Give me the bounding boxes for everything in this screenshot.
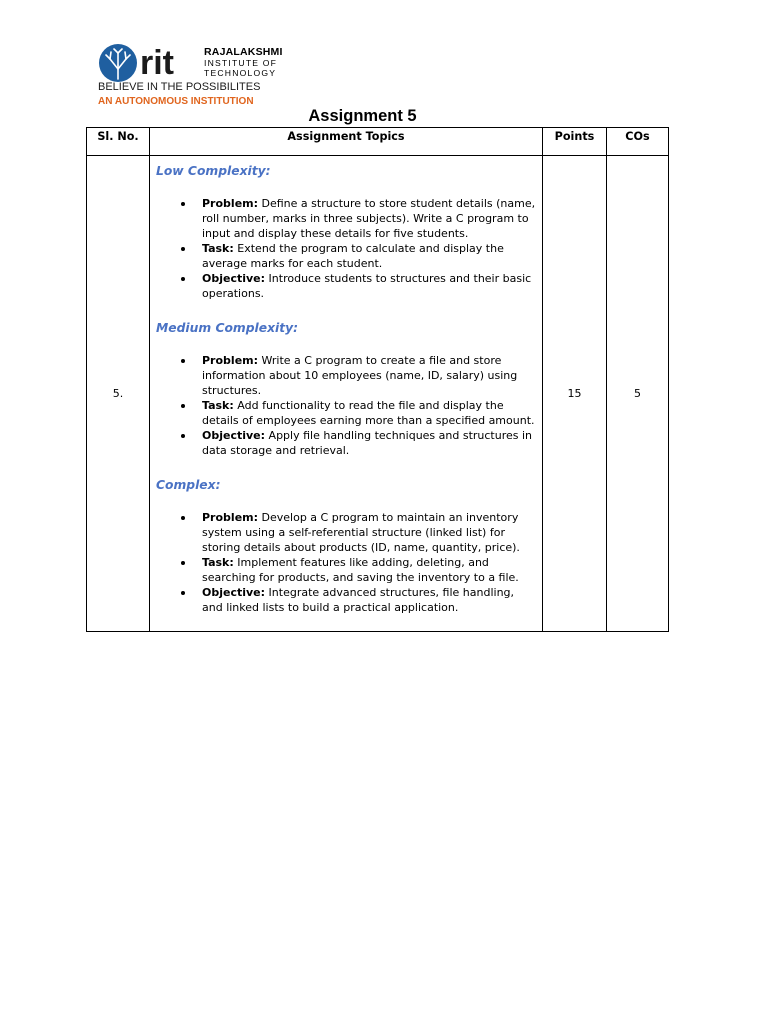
logo-mark-text: rit (140, 44, 174, 82)
institution-logo (98, 43, 290, 109)
logo-tagline: BELIEVE IN THE POSSIBILITES (98, 81, 261, 93)
item-text: Apply file handling techniques and structures in data storage and retrieval. (202, 429, 533, 457)
item-label: Task: (202, 556, 234, 569)
section-low-complexity (156, 164, 536, 301)
item-text: Define a structure to store student details (name, roll number, marks in three subjects). Write a C program to input and display these details for five students. (202, 197, 536, 240)
logo-sub-line1: INSTITUTE OF (204, 58, 278, 68)
list-item (202, 241, 536, 271)
header-cos: COs (607, 128, 669, 156)
item-label: Objective: (202, 586, 266, 599)
header-sl-no: Sl. No. (87, 128, 150, 156)
item-label: Problem: (202, 354, 259, 367)
list-item (202, 585, 536, 615)
header-topics: Assignment Topics (150, 128, 543, 156)
item-text: Develop a C program to maintain an inventory system using a self-referential structure (linked list) for storing details about products (ID, name, quantity, price). (202, 511, 520, 554)
list-item (202, 196, 536, 241)
table-row (87, 156, 669, 632)
item-label: Task: (202, 242, 234, 255)
item-text: Implement features like adding, deleting, and searching for products, and saving the inventory to a file. (202, 556, 519, 584)
logo-autonomous: AN AUTONOMOUS INSTITUTION (98, 96, 254, 107)
bullet-list (156, 353, 536, 458)
item-label: Objective: (202, 272, 266, 285)
list-item (202, 428, 536, 458)
section-heading: Low Complexity: (156, 164, 271, 178)
list-item (202, 398, 536, 428)
item-label: Task: (202, 399, 234, 412)
logo-institute-name: RAJALAKSHMI (204, 46, 283, 58)
assignment-table (86, 127, 669, 632)
cell-topics (150, 156, 543, 632)
cell-points: 15 (543, 156, 607, 632)
list-item (202, 271, 536, 301)
header-points: Points (543, 128, 607, 156)
section-heading: Medium Complexity: (156, 321, 299, 335)
table-header-row (87, 128, 669, 156)
cell-cos: 5 (607, 156, 669, 632)
item-text: Add functionality to read the file and display the details of employees earning more than a specified amount. (202, 399, 535, 427)
item-text: Write a C program to create a file and store information about 10 employees (name, ID, salary) using structures. (202, 354, 518, 397)
bullet-list (156, 510, 536, 615)
item-text: Integrate advanced structures, file handling, and linked lists to build a practical application. (202, 586, 515, 614)
list-item (202, 510, 536, 555)
cell-sl-no: 5. (87, 156, 150, 632)
section-complex (156, 478, 536, 615)
item-label: Objective: (202, 429, 266, 442)
section-medium-complexity (156, 321, 536, 458)
list-item (202, 353, 536, 398)
logo-institute-sub (204, 58, 294, 78)
item-label: Problem: (202, 197, 259, 210)
section-heading: Complex: (156, 478, 221, 492)
rit-tree-logo (98, 43, 203, 83)
logo-sub-line2: TECHNOLOGY (204, 68, 277, 78)
item-text: Introduce students to structures and their basic operations. (202, 272, 532, 300)
item-label: Problem: (202, 511, 259, 524)
page-title: Assignment 5 (308, 107, 417, 125)
bullet-list (156, 196, 536, 301)
item-text: Extend the program to calculate and display the average marks for each student. (202, 242, 504, 270)
list-item (202, 555, 536, 585)
